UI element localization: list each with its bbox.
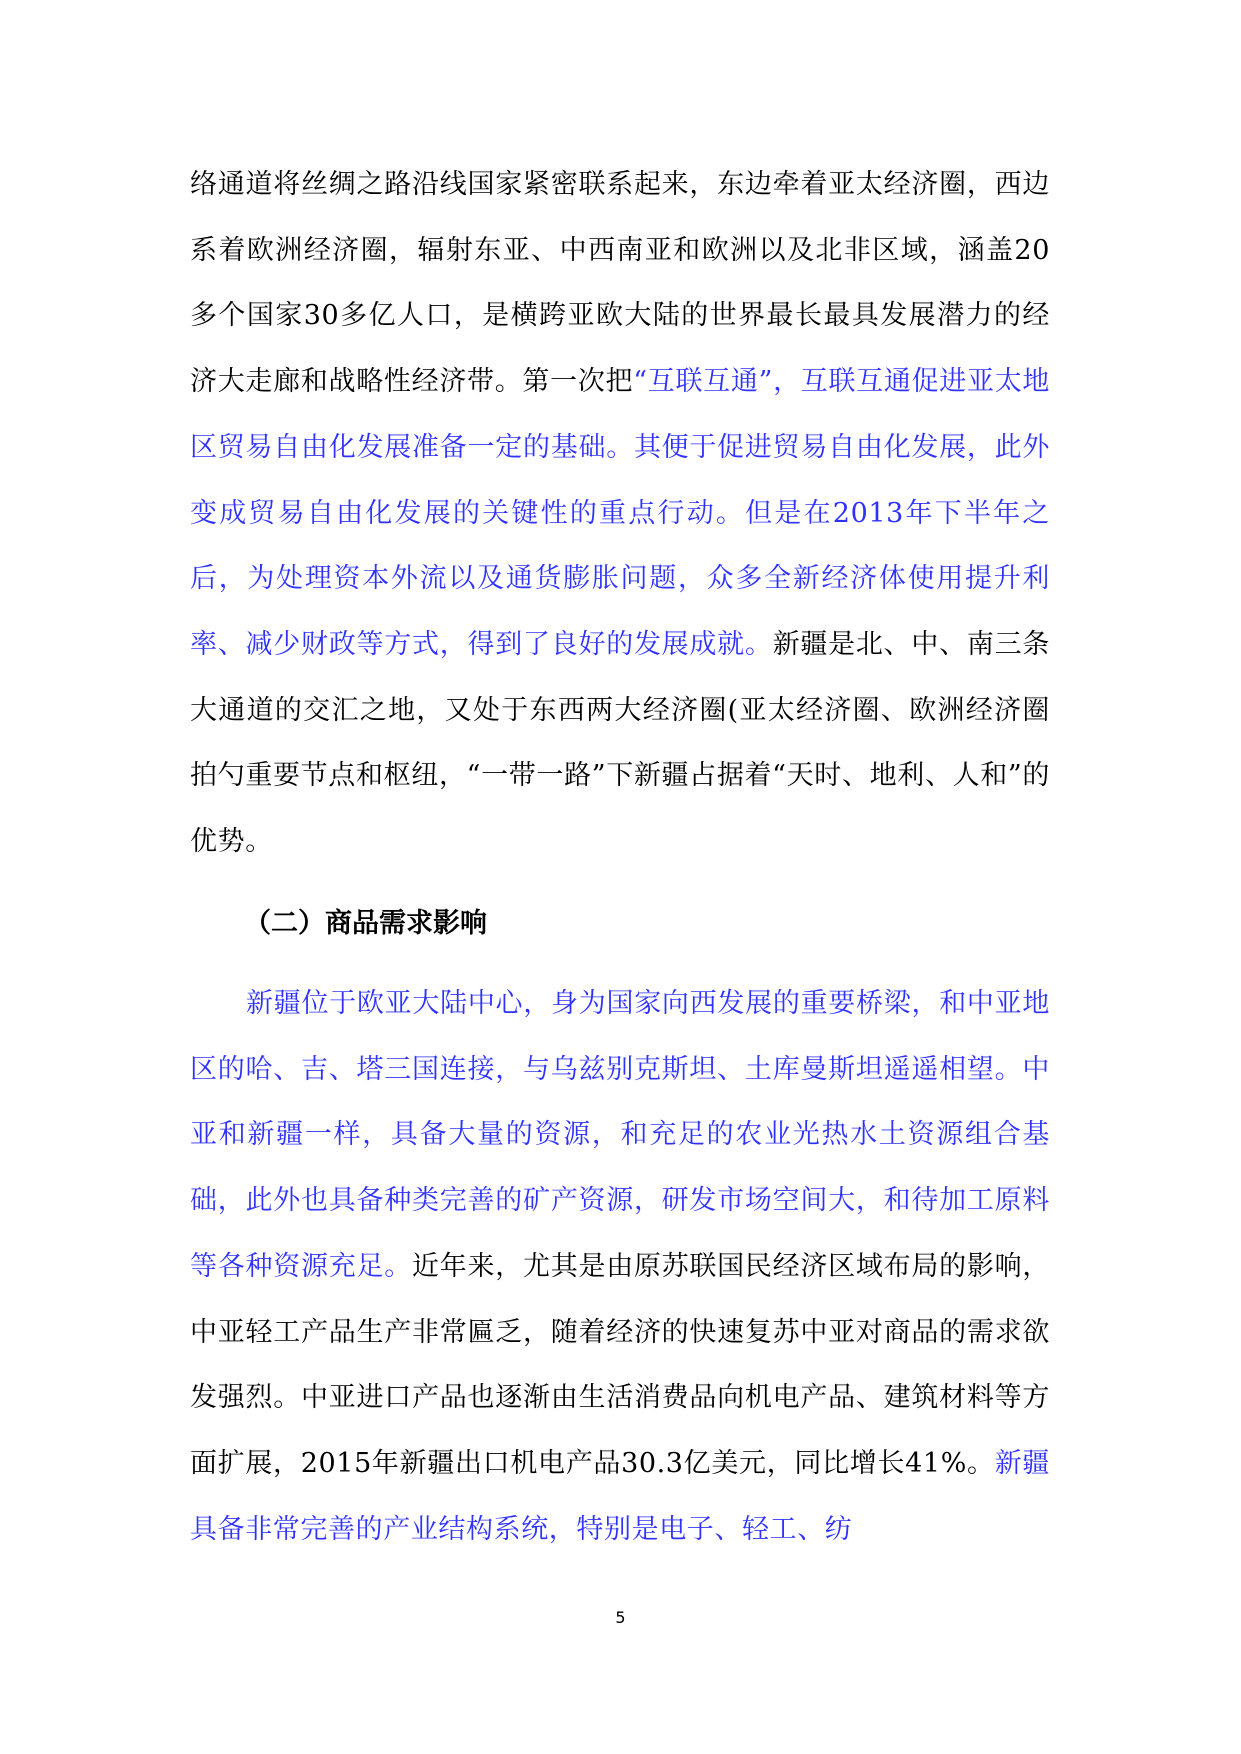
paragraph-1-text-black: 络通道将丝绸之路沿线国家紧密联系起来，东边牵着亚太经济圈，西边系着欧洲经济圈，辐射东亚、中西南亚和欧洲以及北非区域，涵盖20多个国家30多亿人口，是横跨亚欧大陆的世界最长最具发展潜力的经济大走廊和战略性经济带。第一次把 [190,169,1050,398]
section-heading: （二）商品需求影响 [244,908,487,939]
body-paragraph-1 [190,152,1050,875]
paragraph-2-text-black: 近年来，尤其是由原苏联国民经济区域布局的影响，中亚轻工产品生产非常匾乏，随着经济的快速复苏中亚对商品的需求欲发强烈。中亚进口产品也逐渐由生活消费品向机电产品、建筑材料等方面扩展，2015年新疆出口机电产品30.3亿美元，同比增长41%。 [190,1250,1050,1479]
paragraph-1-text-blue: “互联互通”，互联互通促进亚太地区贸易自由化发展准备一定的基础。其便于促进贸易自由化发展，此外变成贸易自由化发展的关键性的重点行动。但是在2013年下半年之后，为处理资本外流以及通货膨胀问题，众多全新经济体使用提升利率、减少财政等方式，得到了良好的发展成就。 [190,366,1050,660]
paragraph-1-text-black-end: 新疆是北、中、南三条大通道的交汇之地，又处于东西两大经济圈(亚太经济圈、欧洲经济圈拍勺重要节点和枢纽，“一带一路”下新疆占据着“天时、地利、人和”的优势。 [190,628,1051,858]
body-paragraph-2 [190,971,1050,1562]
paragraph-2-text-blue-end: 新疆具备非常完善的产业结构系统，特别是电子、轻工、纺 [190,1447,1051,1545]
page-number: 5 [615,1608,626,1627]
paragraph-2-text-blue: 新疆位于欧亚大陆中心，身为国家向西发展的重要桥梁，和中亚地区的哈、吉、塔三国连接，与乌兹别克斯坦、土库曼斯坦遥遥相望。中亚和新疆一样，具备大量的资源，和充足的农业光热水土资源组合基础，此外也具备种类完善的矿产资源，研发市场空间大，和待加工原料等各种资源充足。 [190,988,1050,1282]
